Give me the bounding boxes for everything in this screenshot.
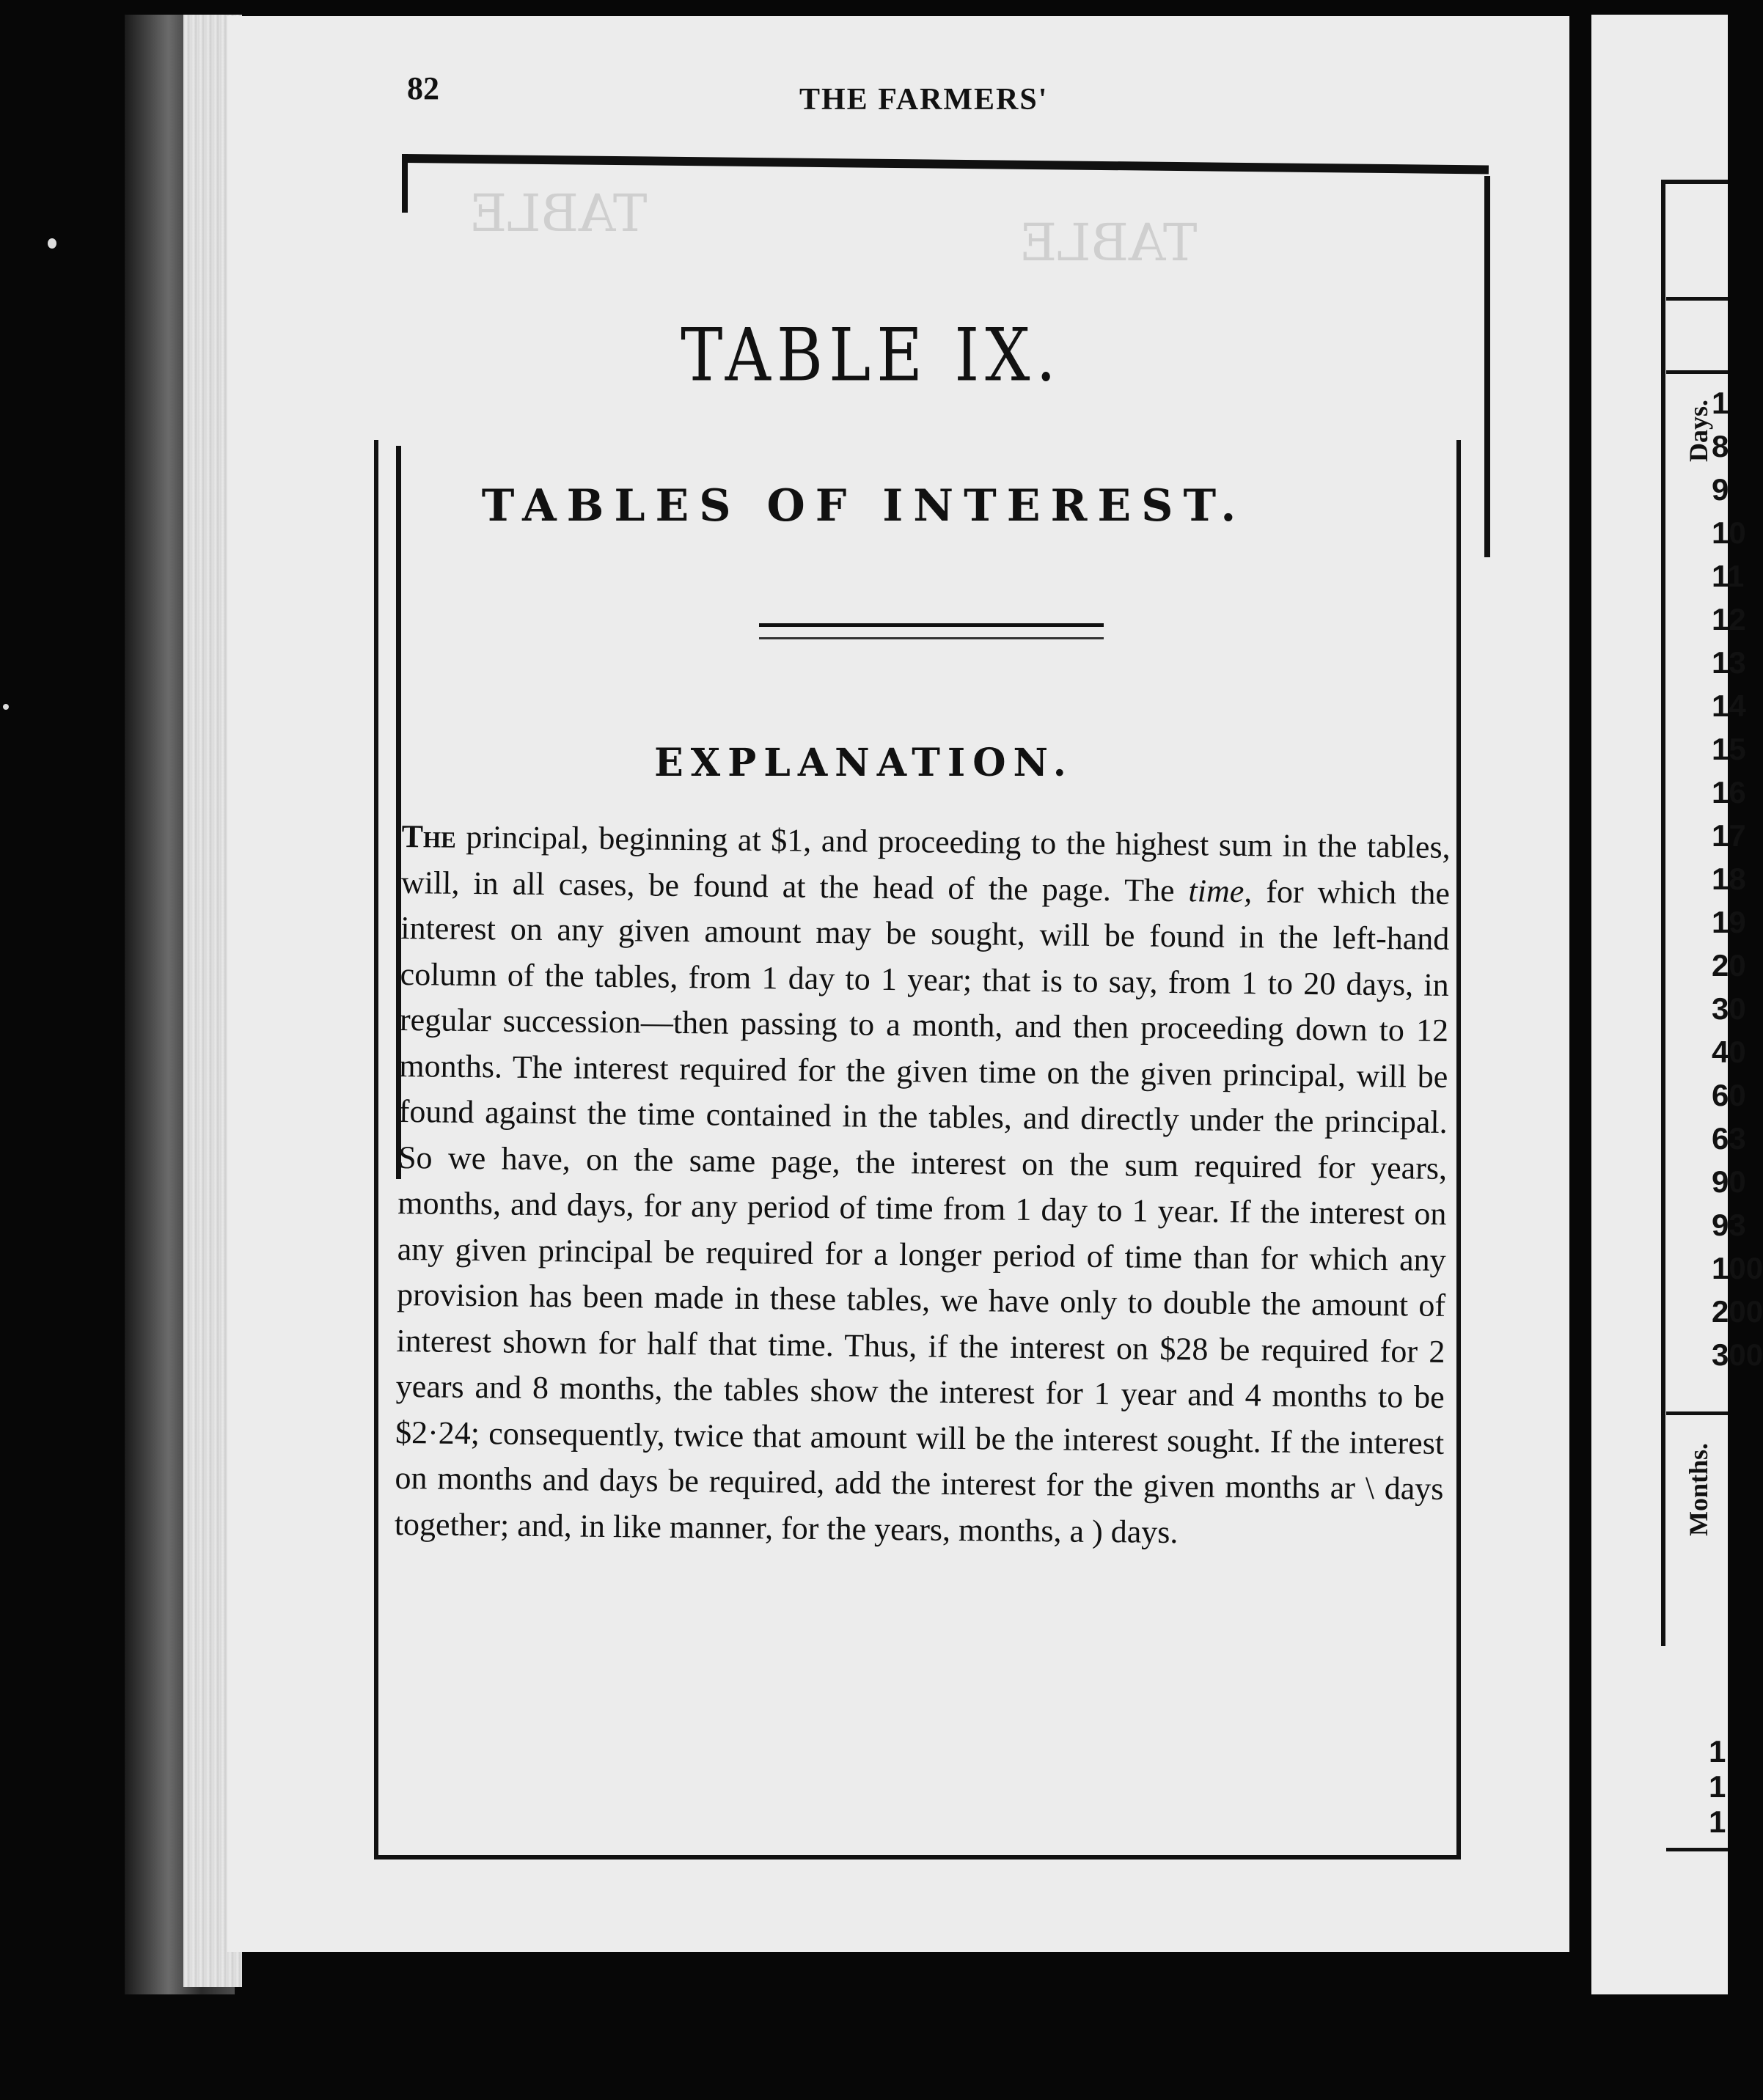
- paragraph-italic-word: time,: [1188, 872, 1253, 909]
- days-value: 30: [1712, 991, 1746, 1026]
- explanation-heading: EXPLANATION.: [654, 741, 1074, 785]
- days-value: 1: [1712, 386, 1729, 420]
- days-value: 40: [1712, 1035, 1746, 1069]
- months-value: 1: [1709, 1769, 1726, 1804]
- days-value: 10: [1712, 515, 1746, 550]
- right-page-fragment: [1591, 15, 1728, 1994]
- months-value: 1: [1709, 1805, 1726, 1839]
- days-value: 12: [1712, 602, 1746, 636]
- paragraph-text: for which the interest on any given amount may be sought, will be found in the left-hand column of the tables, from 1 day to 1 year; that is to say, from 1 to 20 days, in regular succession—then passing to a month, and then proceeding down to 12 months. The interest required for the given time on the given principal, will be found against the time contained in the tables, and directly under the principal. So we have, on the same page, the interest on the sum required for years, months, and days, for any period of time from 1 day to 1 year. If the interest on any given principal be required for a longer period of time than for which any provision has been made in these tables, we have only to double the amount of interest shown for half that time. Thus, if the interest on $28 be required for 2 years and 8 months, the tables show the interest for 1 year and 4 months to be $2·24; consequently, twice that amount will be the interest sought. If the interest on months and days be required, add the interest for the given months ar \ days together; and, in like manner, for the years, months, a ) days.: [394, 873, 1451, 1550]
- bleed-through-mark: TABLE: [1019, 213, 1198, 273]
- months-value: 1: [1709, 1734, 1726, 1769]
- ornamental-rule: [759, 623, 1104, 639]
- bleed-through-mark: TABLE: [469, 183, 648, 243]
- days-value: 11: [1712, 559, 1745, 593]
- paragraph-text: principal, beginning at $1, and proceeding to the highest sum in the tables, will, in all cases, be found at the head of the page. The: [400, 818, 1451, 908]
- frame-left-bracket: [402, 154, 408, 213]
- right-frame-left: [1661, 180, 1665, 1646]
- days-value: 9: [1712, 472, 1729, 507]
- days-column: [1712, 381, 1763, 1376]
- days-value: 15: [1712, 732, 1746, 766]
- days-value: 16: [1712, 775, 1746, 809]
- scan-fleck: [3, 704, 9, 710]
- days-value: 60: [1712, 1078, 1746, 1112]
- right-rule: [1666, 297, 1728, 301]
- running-title: THE FARMERS': [799, 83, 1049, 117]
- days-value: 93: [1712, 1208, 1746, 1242]
- table-title: TABLE IX.: [681, 313, 1062, 398]
- paragraph-lead-word: The: [401, 818, 457, 855]
- months-column-label: Months.: [1684, 1442, 1713, 1536]
- right-rule: [1666, 370, 1728, 374]
- page-number: 82: [407, 70, 439, 106]
- right-frame-top: [1661, 180, 1728, 184]
- months-column: [1709, 1734, 1753, 1840]
- days-value: 14: [1712, 689, 1746, 723]
- days-value: 300: [1712, 1337, 1763, 1372]
- days-value: 200: [1712, 1294, 1763, 1329]
- days-value: 100: [1712, 1251, 1763, 1285]
- days-value: 8: [1712, 429, 1729, 463]
- days-value: 17: [1712, 818, 1746, 853]
- days-value: 18: [1712, 862, 1746, 896]
- days-value: 19: [1712, 905, 1746, 939]
- days-column-label: Days.: [1684, 399, 1713, 462]
- right-rule: [1666, 1411, 1728, 1415]
- right-rule: [1666, 1848, 1728, 1851]
- days-value: 63: [1712, 1121, 1746, 1156]
- explanation-paragraph: [395, 814, 1451, 1558]
- days-value: 20: [1712, 948, 1746, 983]
- days-value: 13: [1712, 645, 1746, 680]
- scan-fleck: [48, 238, 56, 249]
- section-subtitle: TABLES OF INTEREST.: [481, 480, 1247, 532]
- days-value: 90: [1712, 1164, 1746, 1199]
